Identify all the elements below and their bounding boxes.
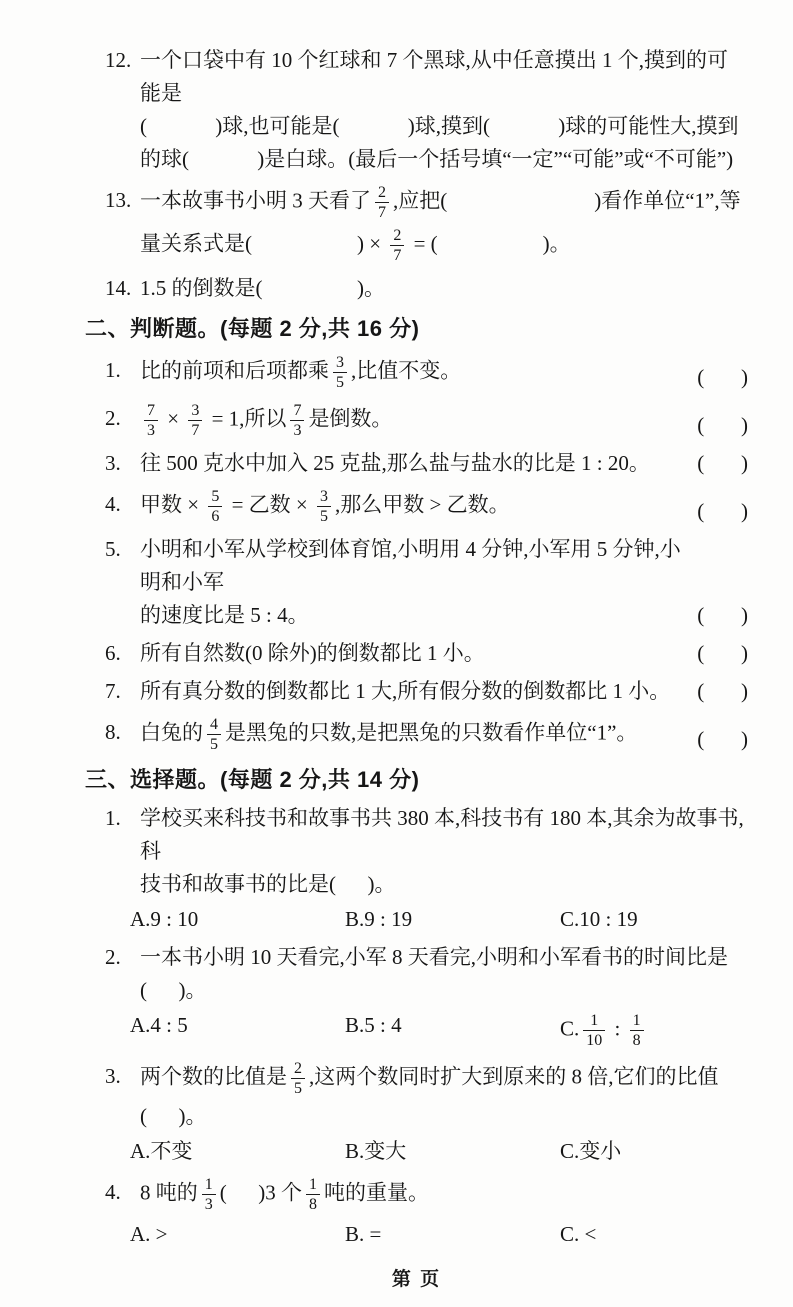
fraction-numerator: 2	[294, 1060, 302, 1077]
question-line	[105, 44, 748, 110]
question-item	[85, 181, 748, 267]
question-item	[85, 272, 748, 305]
answer-bracket: ( )	[697, 451, 748, 475]
question-item	[85, 1173, 748, 1251]
fraction-denominator: 8	[306, 1194, 320, 1214]
fraction-denominator: 3	[290, 420, 304, 440]
question-item	[85, 447, 748, 480]
question-item	[85, 1057, 748, 1168]
exam-content	[85, 44, 748, 1256]
text-run: B.5 : 4	[345, 1013, 402, 1037]
question-body	[105, 713, 697, 756]
fraction-denominator: 3	[202, 1194, 216, 1214]
question-body	[105, 533, 697, 632]
fraction-numerator: 3	[320, 488, 329, 505]
question-body	[105, 637, 697, 670]
question-body	[105, 447, 697, 480]
answer-bracket: ( )	[697, 727, 748, 751]
fraction-denominator: 5	[291, 1078, 305, 1098]
text-run: A.不变	[130, 1139, 193, 1163]
options-row	[130, 1009, 748, 1052]
options-row	[130, 1135, 748, 1168]
text-run: C. <	[560, 1222, 597, 1246]
fraction	[306, 1175, 320, 1214]
fraction-numerator: 1	[590, 1012, 599, 1029]
text-run: ( )。	[140, 978, 207, 1002]
question-item	[85, 351, 748, 394]
fraction	[630, 1011, 644, 1050]
question-line	[140, 224, 748, 267]
text-run: 小明和小军从学校到体育馆,小明用 4 分钟,小军用 5 分钟,小明和小军	[140, 537, 681, 594]
fraction-numerator: 7	[147, 402, 155, 419]
text-run: 白兔的	[140, 720, 203, 745]
question-line	[105, 351, 697, 394]
text-run: 甲数 ×	[140, 492, 205, 517]
text-run: 吨的重量。	[324, 1180, 429, 1205]
question-number: 1.	[105, 358, 121, 383]
text-run: ,那么甲数 > 乙数。	[335, 492, 510, 517]
fraction-numerator: 2	[393, 227, 402, 244]
question-line	[105, 485, 697, 528]
question-item	[85, 533, 748, 632]
question-number: 2.	[105, 945, 121, 969]
fraction-numerator: 5	[211, 488, 220, 505]
fraction-denominator: 7	[390, 245, 404, 265]
fraction-denominator: 10	[583, 1030, 605, 1050]
question-body	[105, 44, 748, 176]
text-run: A. >	[130, 1222, 168, 1246]
fraction-numerator: 7	[293, 402, 302, 419]
answer-bracket: ( )	[697, 365, 748, 389]
question-body	[105, 802, 748, 936]
fraction	[188, 401, 202, 440]
text-run: 8 吨的	[140, 1180, 198, 1205]
text-run: A.9 : 10	[130, 907, 199, 931]
option-item	[560, 1009, 648, 1052]
question-number: 7.	[105, 679, 121, 703]
fraction	[207, 715, 221, 754]
question-line	[140, 110, 748, 143]
option-item	[345, 1009, 560, 1052]
text-run: C.	[560, 1016, 580, 1041]
question-number: 14.	[105, 276, 132, 300]
question-body	[105, 675, 697, 708]
text-run: 1.5 的倒数是( )。	[140, 276, 385, 300]
fraction	[317, 487, 331, 526]
text-run: ( )。	[140, 1104, 207, 1128]
answer-bracket: ( )	[697, 679, 748, 703]
text-run: ( )3 个	[219, 1180, 302, 1205]
fraction-numerator: 1	[204, 1176, 213, 1193]
fraction-numerator: 3	[191, 402, 200, 419]
question-number: 12.	[105, 48, 132, 72]
text-run: C.10 : 19	[560, 907, 638, 931]
question-line	[105, 399, 697, 442]
question-body	[105, 1057, 748, 1168]
question-line	[105, 447, 697, 480]
fraction	[208, 487, 222, 526]
text-run: 两个数的比值是	[140, 1064, 287, 1089]
fraction	[583, 1011, 605, 1050]
text-run: ,这两个数同时扩大到原来的 8 倍,它们的比值	[309, 1064, 719, 1089]
fraction-denominator: 5	[333, 372, 347, 392]
question-line	[105, 675, 697, 708]
answer-bracket: ( )	[697, 603, 748, 627]
option-item	[130, 1135, 345, 1168]
fraction-denominator: 7	[375, 202, 389, 222]
option-item	[345, 1135, 560, 1168]
fraction-denominator: 5	[317, 506, 331, 526]
option-item	[130, 1009, 345, 1052]
question-line	[105, 1173, 748, 1216]
question-body	[105, 272, 748, 305]
question-line	[105, 181, 748, 224]
question-number: 13.	[105, 188, 132, 213]
answer-bracket: ( )	[697, 641, 748, 665]
fraction-denominator: 3	[144, 420, 158, 440]
question-body	[105, 181, 748, 267]
question-body	[105, 941, 748, 1052]
page-footer-label: 第 页	[391, 1269, 442, 1290]
text-run: ( )球,也可能是( )球,摸到( )球的可能性大,摸到	[140, 114, 739, 138]
fraction	[202, 1175, 216, 1214]
fraction	[375, 183, 389, 222]
question-line	[105, 941, 748, 974]
fraction-numerator: 3	[336, 354, 344, 371]
question-line	[140, 599, 697, 632]
text-run: 一本故事书小明 3 天看了	[140, 188, 371, 213]
options-row	[130, 1218, 748, 1251]
fraction	[390, 226, 404, 265]
question-item	[85, 941, 748, 1052]
question-line	[105, 713, 697, 756]
text-run: B.变大	[345, 1139, 407, 1163]
question-item	[85, 675, 748, 708]
text-run: :	[609, 1016, 626, 1041]
fraction	[144, 401, 158, 440]
answer-bracket: ( )	[697, 413, 748, 437]
fraction-denominator: 7	[188, 420, 202, 440]
question-body	[105, 351, 697, 394]
question-body	[105, 399, 697, 442]
question-item	[85, 399, 748, 442]
question-line	[140, 868, 748, 901]
text-run: ,应把( )看作单位“1”,等	[393, 188, 741, 213]
question-line	[140, 974, 748, 1007]
question-item	[85, 44, 748, 176]
option-item	[130, 903, 345, 936]
option-item	[560, 1135, 621, 1168]
text-run: 的球( )是白球。(最后一个括号填“一定”“可能”或“不可能”)	[140, 147, 734, 171]
fraction-numerator: 1	[309, 1176, 317, 1193]
text-run: ×	[162, 406, 185, 431]
text-run: 比的前项和后项都乘	[140, 358, 329, 383]
options-row	[130, 903, 748, 936]
text-run: = ( )。	[408, 231, 571, 256]
option-item	[345, 903, 560, 936]
fraction-numerator: 1	[632, 1012, 641, 1029]
page-footer	[85, 1256, 748, 1297]
fraction-denominator: 8	[630, 1030, 644, 1050]
text-run: 量关系式是( ) ×	[140, 231, 387, 256]
text-run: 是倒数。	[308, 406, 393, 431]
text-run: 是黑兔的只数,是把黑兔的只数看作单位“1”。	[225, 720, 638, 745]
option-item	[560, 1218, 596, 1251]
fraction	[291, 1059, 305, 1098]
fraction-numerator: 2	[378, 184, 386, 201]
text-run: 一个口袋中有 10 个红球和 7 个黑球,从中任意摸出 1 个,摸到的可能是	[140, 48, 728, 105]
question-body	[105, 1173, 748, 1251]
question-number: 2.	[105, 406, 121, 431]
option-item	[560, 903, 638, 936]
question-line	[105, 802, 748, 868]
answer-bracket: ( )	[697, 499, 748, 523]
text-run: 所有自然数(0 除外)的倒数都比 1 小。	[140, 641, 485, 665]
question-number: 5.	[105, 537, 121, 561]
fraction	[333, 353, 347, 392]
question-line	[105, 272, 748, 305]
question-number: 4.	[105, 1180, 121, 1205]
question-number: 8.	[105, 720, 121, 745]
option-item	[345, 1218, 560, 1251]
question-number: 1.	[105, 806, 121, 830]
text-run: 的速度比是 5 : 4。	[140, 603, 309, 627]
question-body	[105, 485, 697, 528]
fraction-denominator: 5	[207, 734, 221, 754]
question-number: 4.	[105, 492, 121, 517]
fraction-numerator: 4	[210, 716, 218, 733]
text-run: 技书和故事书的比是( )。	[140, 872, 396, 896]
question-item	[85, 802, 748, 936]
question-number: 3.	[105, 1064, 121, 1089]
text-run: A.4 : 5	[130, 1013, 188, 1037]
fraction-denominator: 6	[208, 506, 222, 526]
question-item	[85, 637, 748, 670]
text-run: ,比值不变。	[351, 358, 462, 383]
text-run: C.变小	[560, 1139, 622, 1163]
question-line	[105, 533, 697, 599]
text-run: 一本书小明 10 天看完,小军 8 天看完,小明和小军看书的时间比是	[140, 945, 728, 969]
fraction	[290, 401, 304, 440]
text-run: 学校买来科技书和故事书共 380 本,科技书有 180 本,其余为故事书,科	[140, 806, 744, 863]
question-line	[105, 1057, 748, 1100]
question-line	[140, 143, 748, 176]
section-header: 二、判断题。(每题 2 分,共 16 分)	[85, 316, 420, 341]
text-run: = 1,所以	[206, 406, 287, 431]
option-item	[130, 1218, 345, 1251]
text-run: = 乙数 ×	[226, 492, 314, 517]
text-run: B. =	[345, 1222, 382, 1246]
question-number: 3.	[105, 451, 121, 475]
question-number: 6.	[105, 641, 121, 665]
text-run: 往 500 克水中加入 25 克盐,那么盐与盐水的比是 1 : 20。	[140, 451, 650, 475]
question-line	[140, 1100, 748, 1133]
question-item	[85, 713, 748, 756]
question-line	[105, 637, 697, 670]
section-header: 三、选择题。(每题 2 分,共 14 分)	[85, 767, 420, 792]
text-run: B.9 : 19	[345, 907, 413, 931]
question-item	[85, 485, 748, 528]
text-run: 所有真分数的倒数都比 1 大,所有假分数的倒数都比 1 小。	[140, 679, 671, 703]
